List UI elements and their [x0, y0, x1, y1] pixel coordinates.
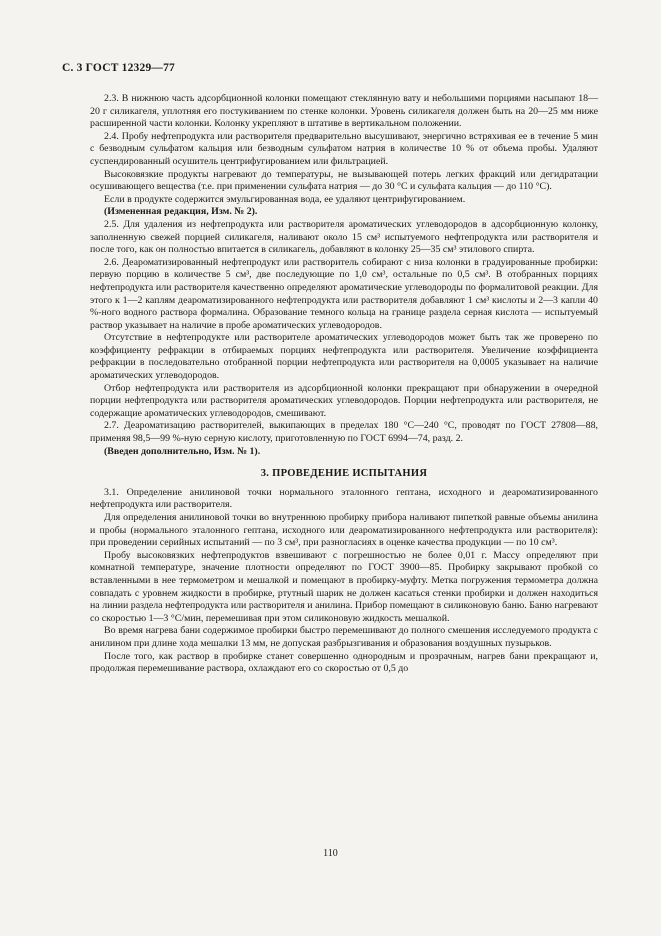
paragraph-mixing: Во время нагрева бани содержимое пробирки быстро перемешивают до полного смешения исследуемого продукта с анилином при длине хода мешалки 13 мм, не допуская разбрызгивания и образования воздушных пузырьков. — [90, 625, 598, 649]
paragraph-2-6: 2.6. Деароматизированный нефтепродукт или растворитель собирают с низа колонки в градуированные пробирки: первую порцию в количестве 5 см³, две последующие по 1,0 см³, остальные по 0,5 см³. В отобранных порциях нефтепродукта или растворителя качественно определяют ароматические углеводороды по формалитовой реакции. Для этого к 1—2 каплям деароматизированного нефтепродукта или растворителя добавляют 1 см³ кислоты и 2—3 капли 40 %-ного водного раствора формалина. Образование темного кольца на границе раздела серная кислота — испытуемый раствор указывает на наличие в пробе ароматических углеводородов. — [90, 256, 598, 331]
paragraph-selection: Отбор нефтепродукта или растворителя из адсорбционной колонки прекращают при обнаружении в очередной порции нефтепродукта или растворителя ароматических углеводородов. Порции нефтепродукта или растворителя, не содержащие ароматических углеводородов, смешивают. — [90, 382, 598, 419]
paragraph-3-1: 3.1. Определение анилиновой точки нормального эталонного гептана, исходного и деароматизированного нефтепродукта или растворителя. — [90, 486, 598, 511]
paragraph-weighing: Пробу высоковязких нефтепродуктов взвешивают с погрешностью не более 0,01 г. Массу определяют при комнатной температуре, значение плотности определяют по ГОСТ 3900—85. Пробирку закрывают пробкой со вставленными в нее термометром и мешалкой и помещают в пробирку-муфту. Метка погружения термометра должна совпадать с уровнем жидкости в пробирке, ртутный шарик не должен касаться стенки пробирки и должен находиться на линии раздела нефтепродукта или растворителя и анилина. Прибор помещают в силиконовую баню. Баню нагревают со скоростью 1—3 °С/мин, перемешивая при этом силиконовую жидкость мешалкой. — [90, 549, 598, 624]
running-header: С. 3 ГОСТ 12329—77 — [62, 62, 175, 74]
paragraph-viscous: Высоковязкие продукты нагревают до температуры, не вызывающей потерь легких фракций или дегидратации осушивающего вещества (т.е. при применении сульфата натрия — до 30 °С и сульфата кальция — до 110 °С). — [90, 168, 598, 193]
paragraph-2-5: 2.5. Для удаления из нефтепродукта или растворителя ароматических углеводородов в адсорбционную колонку, заполненную свежей порцией силикагеля, наливают около 15 см³ испытуемого нефтепродукта или растворителя и после того, как он полностью впитается в силикагель, добавляют в колонку 25—35 см³ этилового спирта. — [90, 218, 598, 256]
paragraph-refraction: Отсутствие в нефтепродукте или растворителе ароматических углеводородов может быть так же проверено по коэффициенту рефракции в отбираемых порциях нефтепродукта или растворителя. Увеличение коэффициента рефракции в последовательно отобранной порции нефтепродукта или растворителя на 0,0005 указывает на наличие ароматических углеводородов. — [90, 332, 598, 382]
paragraph-aniline-point: Для определения анилиновой точки во внутреннюю пробирку прибора наливают пипеткой равные объемы анилина и пробы (нормального эталонного гептана, исходного или деароматизированного нефтепродукта или растворителя): при проведении серийных испытаний — по 3 см³, при разногласиях в оценке качества продукции — по 10 см³. — [90, 512, 598, 549]
section-title: 3. ПРОВЕДЕНИЕ ИСПЫТАНИЯ — [260, 468, 428, 480]
page-number: 110 — [323, 848, 338, 859]
paragraph-2-3: 2.3. В нижнюю часть адсорбционной колонки помещают стеклянную вату и небольшими порциями насыпают 18—20 г силикагеля, уплотняя его постукиванием по стенке колонки. Уровень силикагеля должен быть на 20—25 мм ниже расширенной части колонки. Колонку укрепляют в штативе в вертикальном положении. — [90, 93, 598, 130]
amendment-note-2: (Измененная редакция, Изм. № 2). — [104, 206, 258, 218]
paragraph-2-4: 2.4. Пробу нефтепродукта или растворителя предварительно высушивают, энергично встряхивая ее в течение 5 мин с безводным сульфатом кальция или безводным сульфатом натрия в количестве 10 % от объема пробы. Удаляют суспендированный осушитель центрифугированием или фильтрацией. — [90, 130, 598, 167]
amendment-note-1: (Введен дополнительно, Изм. № 1). — [104, 445, 261, 457]
paragraph-2-7: 2.7. Деароматизацию растворителей, выкипающих в пределах 180 °С—240 °С, проводят по ГОСТ 27808—88, применяя 98,5—99 %-ную серную кислоту, приготовленную по ГОСТ 6994—74, разд. 2. — [90, 420, 598, 445]
paragraph-emulsion: Если в продукте содержится эмульгированная вода, ее удаляют центрифугированием. — [104, 193, 466, 205]
document-body — [90, 93, 598, 676]
paragraph-cooling: После того, как раствор в пробирке станет совершенно однородным и прозрачным, нагрев бани прекращают и, продолжая перемешивание раствора, охлаждают его со скоростью от 0,5 до — [90, 650, 598, 675]
